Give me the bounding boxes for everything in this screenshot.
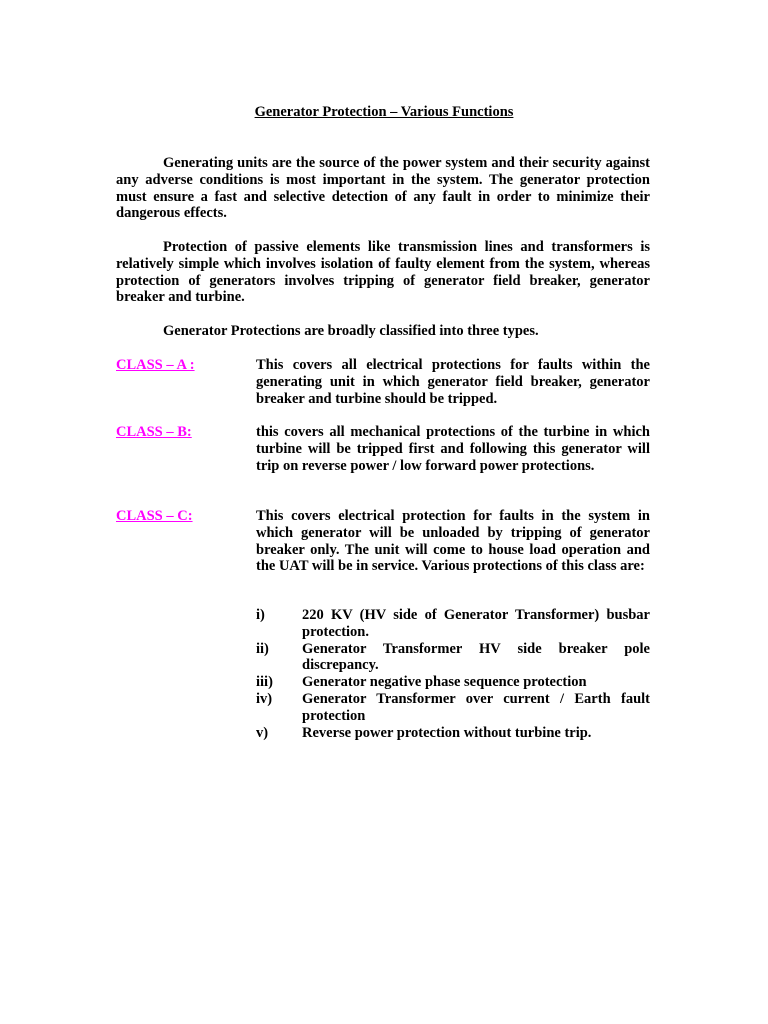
- list-item-number: iii): [256, 674, 273, 691]
- list-item: [256, 607, 650, 641]
- class-a-label: CLASS – A :: [116, 357, 195, 373]
- list-item: [256, 674, 650, 691]
- list-item-text: Reverse power protection without turbine trip.: [302, 724, 592, 741]
- list-item-number: v): [256, 724, 269, 741]
- class-b-label: CLASS – B:: [116, 424, 192, 440]
- class-a-description: This covers all electrical protections for faults within the generating unit in which generator field breaker, generator breaker and turbine should be tripped.: [256, 357, 650, 407]
- list-item-number: iv): [256, 690, 273, 707]
- classification-paragraph: Generator Protections are broadly classified into three types.: [163, 323, 539, 339]
- document-title: Generator Protection – Various Functions: [254, 104, 514, 120]
- list-item-number: ii): [256, 640, 269, 657]
- class-b-description: this covers all mechanical protections of the turbine in which turbine will be tripped first and following this generator will trip on reverse power / low forward power protections.: [256, 424, 650, 474]
- list-item: [256, 691, 650, 725]
- list-item-text: Generator Transformer HV side breaker pole discrepancy.: [302, 640, 650, 674]
- list-item: [256, 641, 650, 675]
- class-c-protection-list: [256, 607, 650, 741]
- class-c-description: This covers electrical protection for faults in the system in which generator will be unloaded by tripping of generator breaker only. The unit will come to house load operation and the UAT will be in service. Various protections of this class are:: [256, 508, 650, 575]
- list-item-text: 220 KV (HV side of Generator Transformer) busbar protection.: [302, 607, 650, 640]
- class-c-label: CLASS – C:: [116, 508, 193, 524]
- intro-paragraph: Generating units are the source of the power system and their security against any adverse conditions is most important in the system. The generator protection must ensure a fast and selective detection of any fault in order to minimize their dangerous effects.: [116, 155, 650, 222]
- list-item-number: i): [256, 607, 265, 623]
- passive-elements-paragraph: Protection of passive elements like transmission lines and transformers is relatively simple which involves isolation of faulty element from the system, whereas protection of generators involves tripping of generator field breaker, generator breaker and turbine.: [116, 239, 650, 306]
- list-item-text: Generator Transformer over current / Earth fault protection: [302, 690, 650, 724]
- list-item: [256, 725, 650, 742]
- list-item-text: Generator negative phase sequence protection: [302, 674, 587, 691]
